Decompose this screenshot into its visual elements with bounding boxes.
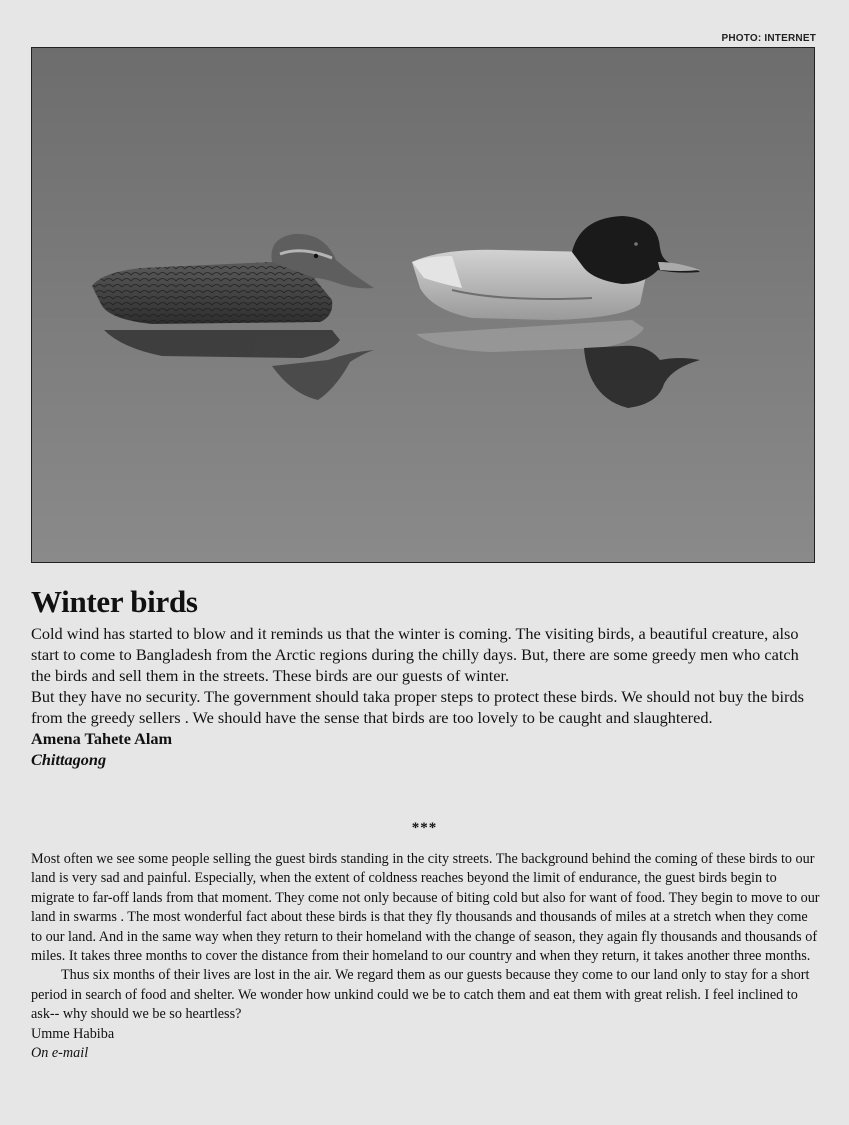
letter-one bbox=[31, 623, 821, 770]
letter-two-paragraph: Thus six months of their lives are lost in the air. We regard them as our guests because they come to our land only to stay for a short period in search of food and shelter. We wonder how unkind could we be to catch them and eat them with great relish. I feel inclined to ask-- why should we be so heartless? bbox=[31, 967, 810, 1023]
ducks-photo bbox=[31, 47, 815, 563]
letter-one-city: Chittagong bbox=[31, 750, 107, 769]
letter-one-paragraph: But they have no security. The government should taka proper steps to protect these birds. We should not buy the birds from the greedy sellers . We should have the sense that birds are too lovely to be caught and slaughtered. bbox=[31, 687, 804, 727]
letter-one-author: Amena Tahete Alam bbox=[31, 729, 173, 748]
letter-two-paragraph: Most often we see some people selling the guest birds standing in the city streets. The background behind the coming of these birds to our land is very sad and painful. Especially, when the extent of coldness reaches beyond the limit of endurance, the guest birds begin to migrate to far-off lands from that moment. They come not only because of biting cold but also for want of food. They begin to move to our land in swarms . The most wonderful fact about these birds is that they fly thousands and thousands of miles at a stretch when they come to our land. And in the same way when they return to their homeland with the change of season, they again fly thousands and thousands of miles. It takes three months to cover the distance from their homeland to our country and when they return, it takes another three months. bbox=[31, 851, 820, 965]
letter-two-city: On e-mail bbox=[31, 1045, 89, 1062]
photo-credit: PHOTO: INTERNET bbox=[721, 33, 816, 44]
section-separator: *** bbox=[411, 820, 438, 836]
letter-two bbox=[31, 850, 821, 1063]
letter-one-paragraph: Cold wind has started to blow and it reminds us that the winter is coming. The visiting birds, a beautiful creature, also start to come to Bangladesh from the Arctic regions during the chilly days. But, there are some greedy men who catch the birds and sell them in the streets. These birds are our guests of winter. bbox=[31, 624, 799, 685]
article-headline: Winter birds bbox=[31, 584, 198, 619]
letter-two-author: Umme Habiba bbox=[31, 1025, 115, 1042]
